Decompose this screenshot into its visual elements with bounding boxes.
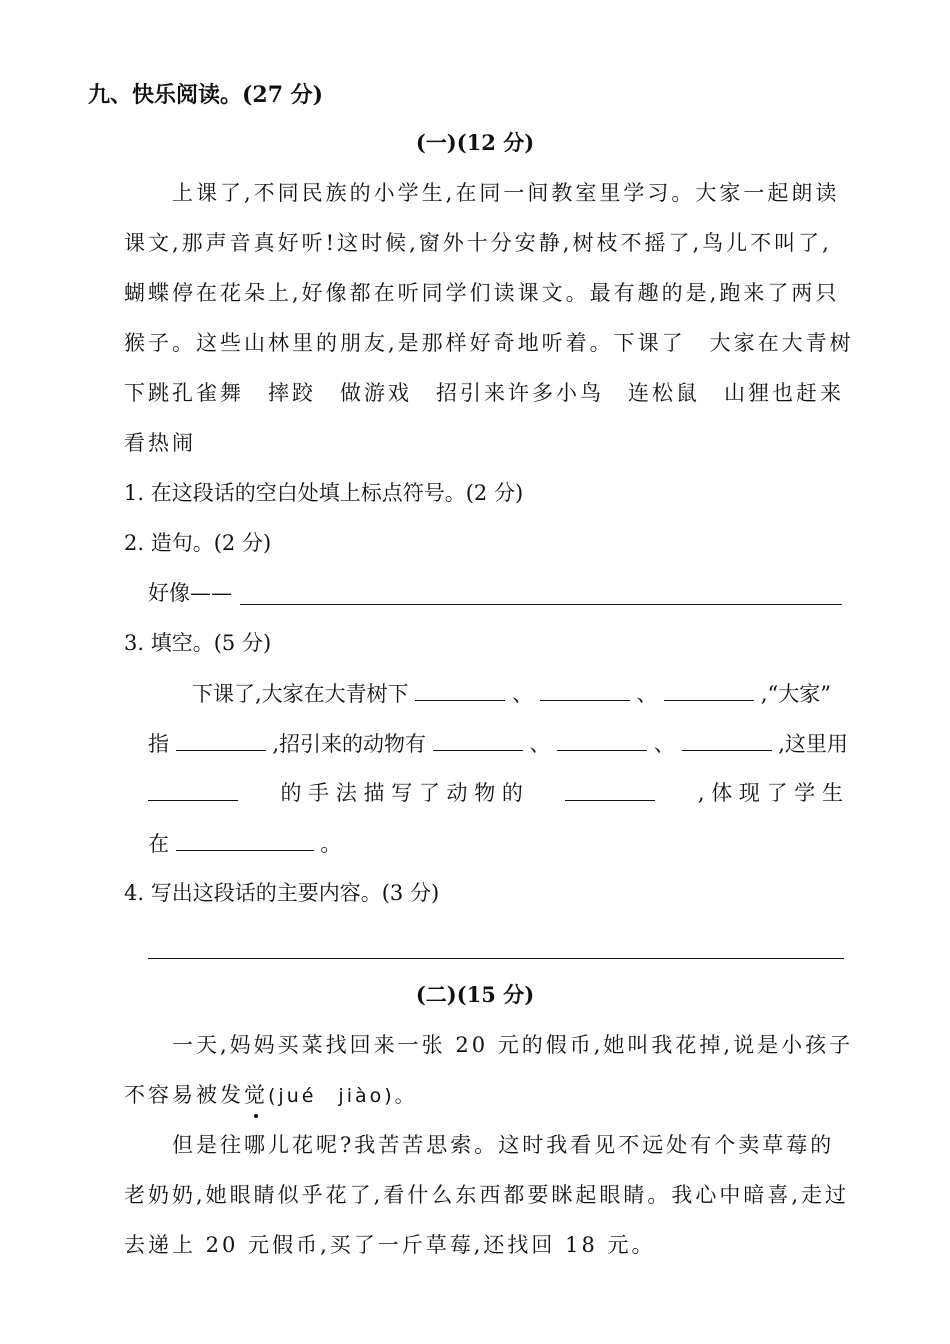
blank-animal-3[interactable]	[682, 728, 772, 751]
main-idea-answer-line[interactable]	[148, 958, 844, 959]
passage-line: 看热闹	[124, 431, 196, 455]
question-3: 3. 填空。(5 分)	[124, 631, 272, 655]
passage2-text: 不容易被发	[124, 1083, 244, 1107]
part1-heading: (一)(12 分)	[415, 130, 535, 155]
passage-line: 下跳孔雀舞 摔跤 做游戏 招引来许多小鸟 连松鼠 山狸也赶来	[124, 381, 844, 405]
blank-activity-2[interactable]	[540, 678, 630, 701]
passage2-line	[124, 1080, 417, 1111]
passage-line: 课文,那声音真好听!这时候,窗外十分安静,树枝不摇了,鸟儿不叫了,	[124, 231, 832, 255]
blank-student-state[interactable]	[176, 828, 314, 851]
fill-text: ,招引来的动物有	[272, 732, 427, 756]
fill-line-2	[148, 728, 848, 759]
blank-animal-trait[interactable]	[565, 778, 655, 801]
fill-line-4	[148, 828, 341, 859]
fill-text: , 体 现 了 学 生	[697, 781, 843, 805]
question-2: 2. 造句。(2 分)	[124, 531, 272, 555]
dotted-character: 觉	[244, 1080, 268, 1110]
passage-line: 蝴蝶停在花朵上,好像都在听同学们读课文。最有趣的是,跑来了两只	[124, 281, 840, 305]
passage-line: 猴子。这些山林里的朋友,是那样好奇地听着。下课了 大家在大青树	[124, 331, 854, 355]
fill-text: 指	[148, 732, 169, 756]
blank-activity-3[interactable]	[664, 678, 754, 701]
section-title: 九、快乐阅读。(27 分)	[88, 82, 324, 108]
fill-line-1	[192, 678, 831, 709]
sentence-answer-line[interactable]	[240, 604, 842, 605]
fill-sep: 、	[529, 732, 551, 756]
question-2-prompt: 好像——	[148, 581, 232, 605]
fill-sep: 、	[636, 682, 658, 706]
fill-text: 的 手 法 描 写 了 动 物 的	[280, 781, 523, 805]
blank-activity-1[interactable]	[415, 678, 505, 701]
passage2-line: 老奶奶,她眼睛似乎花了,看什么东西都要眯起眼睛。我心中暗喜,走过	[124, 1183, 850, 1207]
fill-text: ,这里用	[778, 732, 848, 756]
part2-heading: (二)(15 分)	[415, 982, 535, 1007]
fill-line-3	[148, 778, 843, 808]
passage2-line: 但是往哪儿花呢?我苦苦思索。这时我看见不远处有个卖草莓的	[172, 1133, 835, 1157]
question-4: 4. 写出这段话的主要内容。(3 分)	[124, 881, 440, 905]
fill-text: 下课了,大家在大青树下	[192, 682, 409, 706]
blank-refers-to[interactable]	[176, 728, 266, 751]
blank-animal-1[interactable]	[433, 728, 523, 751]
fill-sep: 、	[653, 732, 675, 756]
passage2-line: 去递上 20 元假币,买了一斤草莓,还找回 18 元。	[124, 1233, 656, 1257]
fill-text: 。	[320, 832, 342, 856]
pinyin-choice: (jué jiào)。	[268, 1085, 417, 1107]
passage-line: 上课了,不同民族的小学生,在同一间教室里学习。大家一起朗读	[172, 181, 840, 205]
fill-text: ,“大家”	[760, 682, 831, 706]
passage2-line: 一天,妈妈买菜找回来一张 20 元的假币,她叫我花掉,说是小孩子	[172, 1033, 854, 1057]
blank-animal-2[interactable]	[557, 728, 647, 751]
question-1: 1. 在这段话的空白处填上标点符号。(2 分)	[124, 481, 524, 505]
fill-text: 在	[148, 832, 169, 856]
blank-technique[interactable]	[148, 778, 238, 801]
fill-sep: 、	[512, 682, 534, 706]
